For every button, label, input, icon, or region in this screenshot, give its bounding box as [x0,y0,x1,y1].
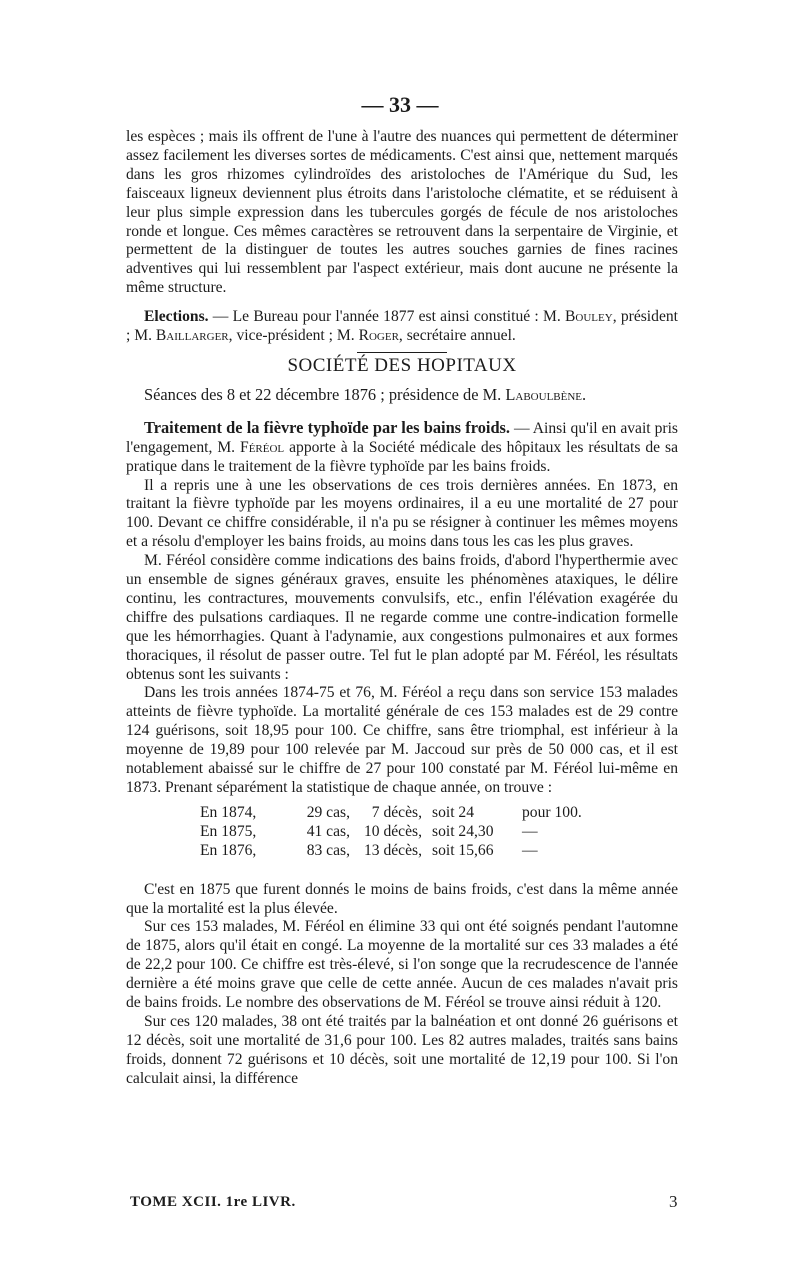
stats-row [200,842,590,861]
elections-heading: Elections. [144,308,209,326]
name-fereol: Féréol [240,438,285,456]
seances-end: . [582,384,587,404]
stats-cell-year: En 1876, [200,841,257,859]
stats-cell-pct: — [522,822,538,840]
stats-cell-soit: soit 24,30 [432,822,494,840]
seances-text: Séances des 8 et 22 décembre 1876 ; présidence de M. [144,384,506,404]
page-footer [130,1194,678,1211]
elections-text: — Le Bureau pour l'année 1877 est ainsi constitué : M. [208,308,566,326]
stats-cell-cas: 41 cas, [306,822,350,840]
stats-cell-deces: 13 décès, [363,841,422,859]
name-baillarger: Baillarger [155,327,229,345]
stats-cell-deces: 10 décès, [363,822,422,840]
paragraph-traitement [126,419,678,477]
elections-text: , secrétaire annuel. [398,327,516,345]
stats-cell-soit: soit 24 [432,803,475,821]
stats-cell-year: En 1875, [200,822,257,840]
paragraph-153-malades: Sur ces 153 malades, M. Féréol en élimine 33 qui ont été soignés pendant l'automne de 1875, alors qu'il était en congé. La moyenne de la mortalité sur ces 33 malades a été de 22,2 pour 100. Ce chiffre est très-élevé, si l'on songe que la recrudescence de l'année dernière a été moins grave que celle de cette année. Aucun de ces malades n'avait pris de bains froids. Le nombre des observations de M. Féréol se trouve ainsi réduit à 120. [126,918,678,1012]
section-title: SOCIÉTÉ DES HOPITAUX [287,354,517,376]
page-number: — 33 — [361,92,439,117]
stats-row [200,823,590,842]
traitement-text: — Ainsi qu'il en avait pris l'engagement, M. [126,419,678,456]
name-bouley: Bouley [565,308,613,326]
stats-cell-year: En 1874, [200,803,257,821]
stats-cell-cas: 29 cas, [306,803,350,821]
traitement-heading: Traitement de la fièvre typhoïde par les bains froids. [144,417,511,437]
elections-text: , vice-président ; M. [228,327,359,345]
stats-cell-cas: 83 cas, [306,841,350,859]
separator-rule [357,352,447,353]
stats-row [200,804,590,823]
elections-text: , président ; M. [126,308,678,345]
paragraph-repris: Il a repris une à une les observations de ces trois dernières années. En 1873, en traitant la fièvre typhoïde par les moyens ordinaires, il a eu une mortalité de 27 pour 100. Devant ce chiffre considérable, il n'a pu se résigner à continuer les mêmes moyens et a résolu d'employer les bains froids, au moins dans tous les cas les plus graves. [126,476,678,551]
name-roger: Roger [358,327,399,345]
signature-mark: 3 [669,1192,678,1211]
paragraph-120-malades: Sur ces 120 malades, 38 ont été traités par la balnéation et ont donné 26 guérisons et 12 décès, soit une mortalité de 31,6 pour 100. Les 82 autres malades, traités sans bains froids, donnent 72 guérisons et 10 décès, soit une mortalité de 12,19 pour 100. Si l'on calculait ainsi, la différence [126,1012,678,1087]
statistics-table [200,804,590,861]
paragraph-aristoloches: les espèces ; mais ils offrent de l'une à l'autre des nuances qui permettent de déterminer assez facilement les diverses sortes de médicaments. C'est ainsi que, nettement marqués dans les gros rhizomes cylindroïdes des aristoloches de l'Amérique du Sud, les faisceaux ligneux deviennent plus étroits dans l'aristoloche clématite, et se réduisent à leur plus simple expression dans les tubercules gorgés de fécule de nos aristoloches ronde et longue. Ces mêmes caractères se retrouvent dans la serpentaire de Virginie, et permettent de la distinguer de toutes les autres souches garnies de fines racines adventives qui lui ressemblent par l'aspect extérieur, mais dont aucune ne présente la même structure. [126,128,678,297]
paragraph-elections [126,308,678,346]
paragraph-annees: Dans les trois années 1874-75 et 76, M. Féréol a reçu dans son service 153 malades atteints de fièvre typhoïde. La mortalité générale de ces 153 malades est de 29 contre 124 guérisons, soit 18,95 pour 100. Ce chiffre, sans être triomphal, est inférieur à la moyenne de 19,89 pour 100 relevée par M. Jaccoud sur près de 50 000 cas, et il est notablement abaissé sur le chiffre de 27 pour 100 constaté par M. Féréol lui-même en 1873. Prenant séparément la statistique de chaque année, on trouve : [126,684,678,796]
paragraph-1875: C'est en 1875 que furent donnés le moins de bains froids, c'est dans la même année que la mortalité est la plus élevée. [126,880,678,917]
stats-cell-deces: 7 décès, [371,803,422,821]
traitement-text: apporte à la Société médicale des hôpitaux les résultats de sa pratique dans le traitement de la fièvre typhoïde par les bains froids. [126,438,678,475]
footer-volume: TOME XCII. 1re LIVR. [130,1194,296,1210]
seances-line [126,386,678,405]
stats-cell-soit: soit 15,66 [432,841,494,859]
body-text [126,128,678,1089]
stats-cell-pct: — [522,841,538,859]
paragraph-considere: M. Féréol considère comme indications des bains froids, d'abord l'hyperthermie avec un ensemble de signes généraux graves, ensuite les phénomènes ataxiques, le délire continu, les contractures, mouvements convulsifs, etc., enfin l'élévation exagérée du chiffre des pulsations cardiaques. Il ne regarde comme une contre-indication formelle que les hémorrhagies. Quant à l'adynamie, aux congestions pulmonaires et aux formes thoraciques, il résolut de passer outre. Tel fut le plan adopté par M. Féréol, les résultats obtenus sont les suivants : [126,552,678,683]
name-laboulbene: Laboulbène [505,384,583,404]
stats-cell-pct: pour 100. [522,803,582,821]
